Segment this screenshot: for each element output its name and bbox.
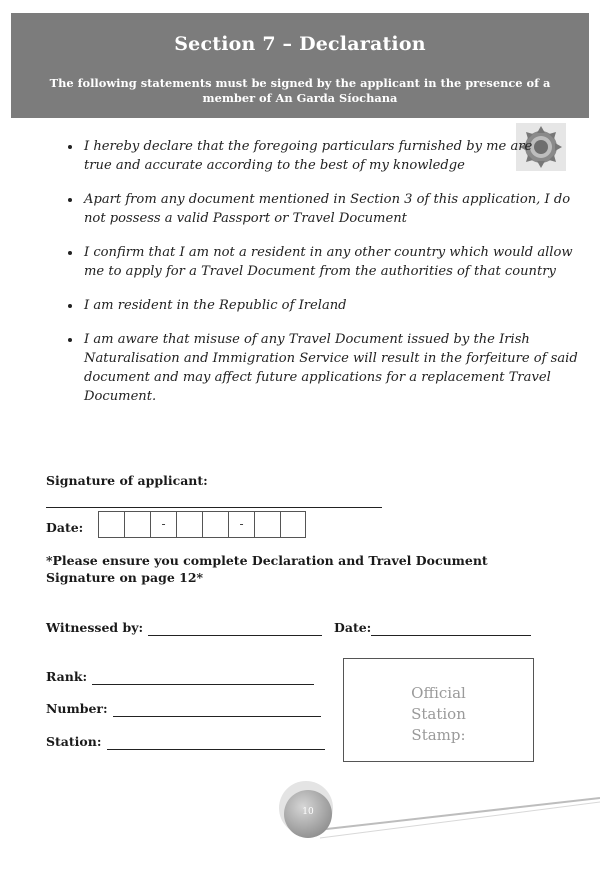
number-field[interactable] <box>113 704 321 717</box>
declaration-item: • I hereby declare that the foregoing particulars furnished by me are true and accurate according to the best of my knowledge <box>82 137 582 175</box>
witness-date-field[interactable] <box>371 623 531 636</box>
page-number: 10 <box>302 807 314 817</box>
rank-field[interactable] <box>92 672 314 685</box>
station-stamp-box <box>343 658 534 762</box>
date-separator: - <box>150 511 176 538</box>
date-month-digit-1[interactable] <box>176 511 202 538</box>
section-header <box>11 13 589 118</box>
date-year-digit-1[interactable] <box>254 511 280 538</box>
declaration-item: • I am resident in the Republic of Ireland <box>82 296 582 315</box>
declaration-item: • Apart from any document mentioned in Section 3 of this application, I do not possess a valid Passport or Travel Document <box>82 190 582 228</box>
section-subtitle: The following statements must be signed by the applicant in the presence of a member of An Garda Síochana <box>49 76 551 105</box>
date-day-digit-1[interactable] <box>98 511 124 538</box>
date-year-digit-2[interactable] <box>280 511 306 538</box>
declaration-item: • I am aware that misuse of any Travel Document issued by the Irish Naturalisation and Immigration Service will result in the forfeiture of said document and may affect future applications for a replacement Travel Document. <box>82 330 582 406</box>
section-title: Section 7 – Declaration <box>174 33 426 55</box>
witness-date-row <box>334 617 531 636</box>
station-label: Station: <box>46 734 102 749</box>
date-boxes <box>98 511 306 538</box>
rank-row <box>46 666 314 685</box>
stamp-line-1: Official <box>411 684 466 702</box>
date-day-digit-2[interactable] <box>124 511 150 538</box>
witnessed-field[interactable] <box>148 623 322 636</box>
declaration-list <box>60 137 582 421</box>
signature-field[interactable] <box>46 495 382 508</box>
station-row <box>46 731 325 750</box>
date-month-digit-2[interactable] <box>202 511 228 538</box>
witnessed-label: Witnessed by: <box>46 620 144 635</box>
witness-date-label: Date: <box>334 620 372 635</box>
stamp-line-2: Station <box>411 705 466 723</box>
number-row <box>46 698 321 717</box>
rank-label: Rank: <box>46 669 88 684</box>
declaration-item: • I confirm that I am not a resident in any other country which would allow me to apply for a Travel Document from the authorities of that country <box>82 243 582 281</box>
date-label: Date: <box>46 520 84 535</box>
date-separator: - <box>228 511 254 538</box>
signature-row <box>46 470 536 508</box>
stamp-line-3: Stamp: <box>411 726 466 744</box>
witnessed-row <box>46 617 322 636</box>
signature-label: Signature of applicant: <box>46 473 208 488</box>
station-field[interactable] <box>107 737 325 750</box>
number-label: Number: <box>46 701 108 716</box>
signature-note: *Please ensure you complete Declaration and Travel Document Signature on page 12* <box>46 553 488 585</box>
